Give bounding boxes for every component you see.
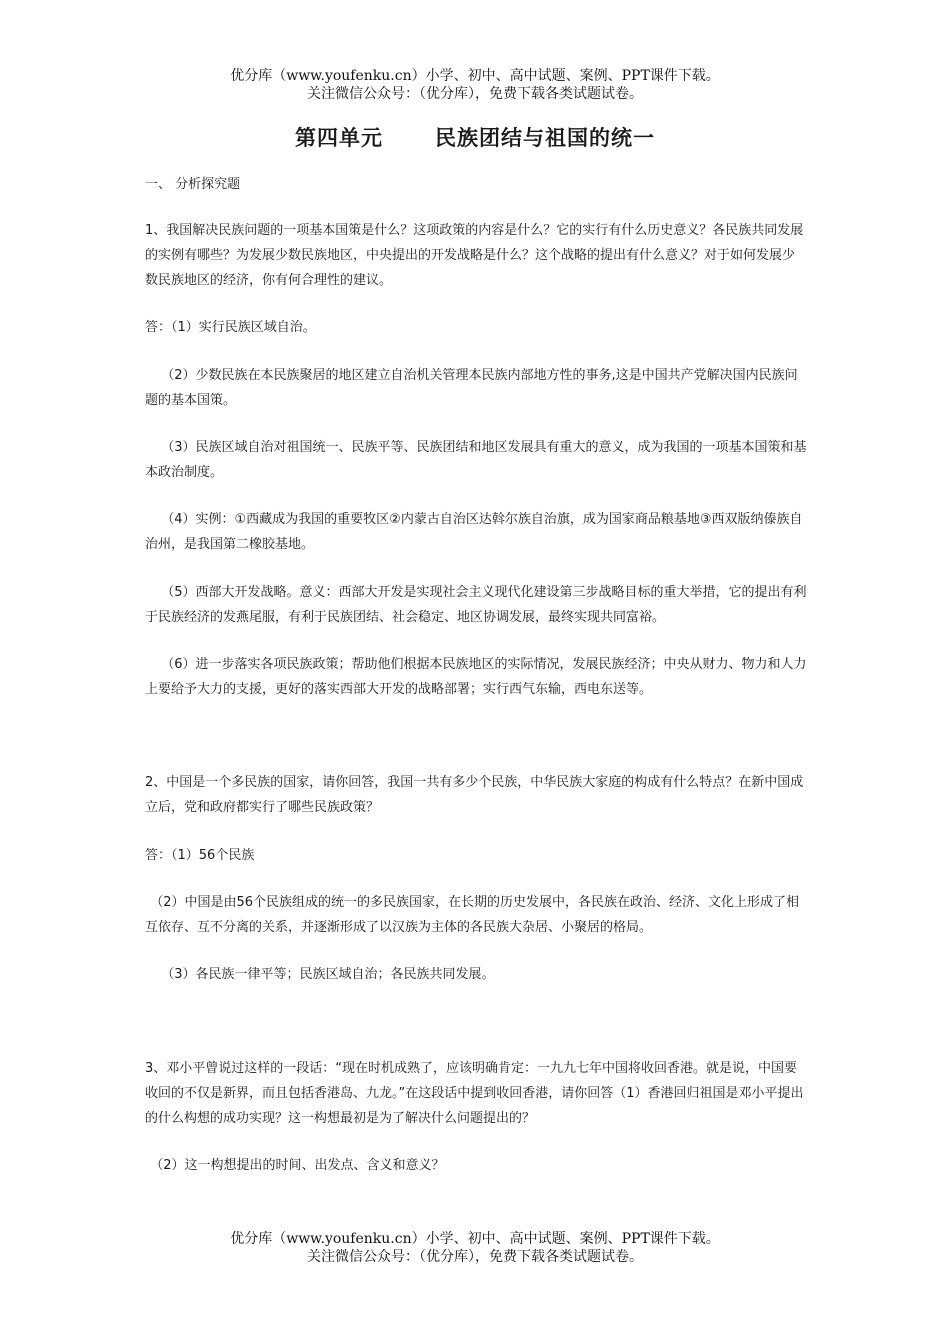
question-3-text: 3、邓小平曾说过这样的一段话：“现在时机成熟了，应该明确肯定：一九九七年中国将收回香港。就是说，中国要收回的不仅是新界，而且包括香港岛、九龙。”在这段话中提到收回香港，请你回答（1）香港回归祖国是邓小平提出的什么构想的成功实现？这一构想最初是为了解决什么问题提出的？ bbox=[145, 1061, 804, 1126]
q1-answer-5-text: （5）西部大开发战略。意义：西部大开发是实现社会主义现代化建设第三步战略目标的重大举措，它的提出有利于民族经济的发燕尾服，有利于民族团结、社会稳定、地区协调发展，最终实现共同富裕。 bbox=[145, 585, 807, 625]
q1-answer-6 bbox=[145, 652, 807, 702]
page-header bbox=[0, 67, 950, 103]
q2-answer-1-text: 答：（1）56个民族 bbox=[145, 848, 255, 863]
section-heading bbox=[145, 172, 807, 197]
q1-answer-4 bbox=[145, 507, 807, 557]
page-title bbox=[0, 124, 950, 152]
q2-answer-3 bbox=[145, 962, 807, 987]
question-2-text: 2、中国是一个多民族的国家，请你回答，我国一共有多少个民族，中华民族大家庭的构成有什么特点？在新中国成立后，党和政府都实行了哪些民族政策？ bbox=[145, 775, 804, 815]
section-heading-text: 一、 分析探究题 bbox=[145, 177, 241, 192]
q2-answer-3-text: （3）各民族一律平等；民族区域自治；各民族共同发展。 bbox=[161, 967, 495, 982]
q2-answer-2-text: （2）中国是由56个民族组成的统一的多民族国家，在长期的历史发展中，各民族在政治、经济、文化上形成了相互依存、互不分离的关系，并逐渐形成了以汉族为主体的各民族大杂居、小聚居的格局。 bbox=[145, 895, 800, 935]
question-1-text: 1、我国解决民族问题的一项基本国策是什么？这项政策的内容是什么？它的实行有什么历史意义？各民族共同发展的实例有哪些？为发展少数民族地区，中央提出的开发战略是什么？这个战略的提出有什么意义？对于如何发展少数民族地区的经济，你有何合理性的建议。 bbox=[145, 223, 804, 288]
question-1 bbox=[145, 218, 807, 293]
page-footer bbox=[0, 1230, 950, 1266]
header-line-1: 优分库（www.youfenku.cn）小学、初中、高中试题、案例、PPT课件下载。 bbox=[230, 68, 720, 84]
question-2 bbox=[145, 770, 807, 820]
title-unit: 第四单元 bbox=[295, 126, 383, 150]
footer-line-2: 关注微信公众号：（优分库），免费下载各类试题试卷。 bbox=[307, 1249, 643, 1265]
q1-answer-6-text: （6）进一步落实各项民族政策；帮助他们根据本民族地区的实际情况，发展民族经济；中央从财力、物力和人力上要给予大力的支援，更好的落实西部大开发的战略部署；实行西气东输，西电东送等。 bbox=[145, 657, 807, 697]
q1-answer-5 bbox=[145, 580, 807, 630]
header-line-2: 关注微信公众号：（优分库），免费下载各类试题试卷。 bbox=[307, 86, 643, 102]
title-topic: 民族团结与祖国的统一 bbox=[435, 126, 655, 150]
q1-answer-4-text: （4）实例：①西藏成为我国的重要牧区②内蒙古自治区达斡尔族自治旗，成为国家商品粮基地③西双版纳傣族自治州，是我国第二橡胶基地。 bbox=[145, 512, 803, 552]
question-3 bbox=[145, 1056, 807, 1131]
q1-answer-1-text: 答：（1）实行民族区域自治。 bbox=[145, 320, 316, 335]
q1-answer-2 bbox=[145, 363, 807, 413]
q1-answer-3 bbox=[145, 435, 807, 485]
q2-answer-2 bbox=[145, 890, 807, 940]
q1-answer-2-text: （2）少数民族在本民族聚居的地区建立自治机关管理本民族内部地方性的事务,这是中国共产党解决国内民族问题的基本国策。 bbox=[145, 368, 798, 408]
q1-answer-3-text: （3）民族区域自治对祖国统一、民族平等、民族团结和地区发展具有重大的意义，成为我国的一项基本国策和基本政治制度。 bbox=[145, 440, 807, 480]
q2-answer-1 bbox=[145, 843, 807, 868]
footer-line-1: 优分库（www.youfenku.cn）小学、初中、高中试题、案例、PPT课件下载。 bbox=[230, 1231, 720, 1247]
question-3-part-2 bbox=[145, 1153, 807, 1178]
question-3-part-2-text: （2）这一构想提出的时间、出发点、含义和意义？ bbox=[150, 1158, 445, 1173]
q1-answer-1 bbox=[145, 315, 807, 340]
